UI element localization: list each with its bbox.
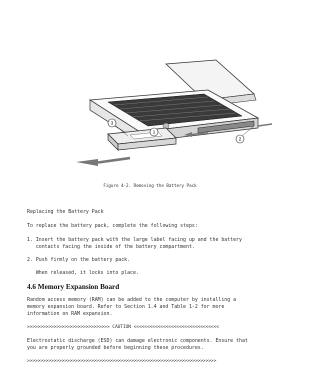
caution-rule-bottom: >>>>>>>>>>>>>>>>>>>>>>>>>>>>>>>>>>>>>>>>>>>>>>>>>>>>>>>>>>>>>>>>>>>>>>> <box>27 359 217 364</box>
step-1-line-2: contacts facing the inside of the battery compartment. <box>27 244 195 250</box>
caution-line: Electrostatic discharge (ESD) can damage electronic components. Ensure that <box>27 338 248 344</box>
battery-removal-figure <box>58 56 278 176</box>
step-2: 2. Push firmly on the battery pack. <box>27 257 131 263</box>
callout-label: 2 <box>238 136 242 142</box>
callout-label: 3 <box>110 120 114 126</box>
release-arrow <box>258 124 272 126</box>
removal-arrow-shaft <box>98 158 130 163</box>
notebook-illustration <box>58 56 278 176</box>
figure-caption: Figure 4-2. Removing the Battery Pack <box>103 183 197 188</box>
paragraph-line: Random access memory (RAM) can be added to the computer by installing a <box>27 297 237 303</box>
step-2-note: When released, it locks into place. <box>27 270 139 276</box>
caution-line: you are properly grounded before beginning these procedures. <box>27 345 204 351</box>
callout-label: 1 <box>152 129 156 135</box>
subheading: Replacing the Battery Pack <box>27 209 104 215</box>
step-1-line-1: 1. Insert the battery pack with the large label facing up and the battery <box>27 237 242 243</box>
caution-rule-top: >>>>>>>>>>>>>>>>>>>>>>>>>>>>>>> CAUTION <<<<<<<<<<<<<<<<<<<<<<<<<<<<<<<< <box>27 325 219 330</box>
intro-text: To replace the battery pack, complete the following steps: <box>27 223 198 229</box>
removal-arrow-large <box>76 159 98 166</box>
section-heading: 4.6 Memory Expansion Board <box>27 283 120 291</box>
paragraph-line: information on RAM expansion. <box>27 311 113 317</box>
paragraph-line: memory expansion board. Refer to Section 1.4 and Table 1-2 for more <box>27 304 225 310</box>
